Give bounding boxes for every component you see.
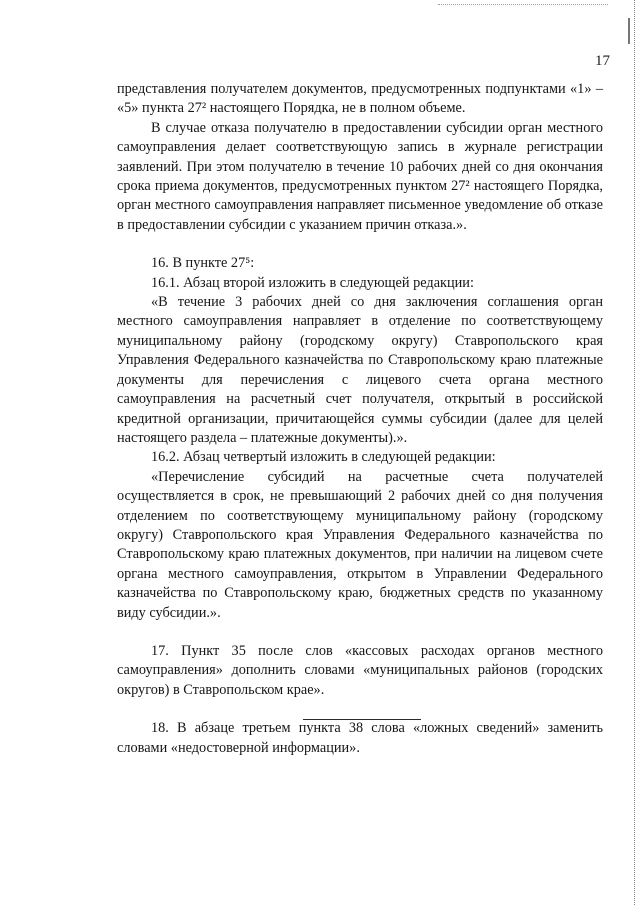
paragraph-item-16-1-text: «В течение 3 рабочих дней со дня заключения соглашения орган местного самоуправления направляет в отделение по соответствующему муниципальному району (городскому округу) Ставропольского края Управления Федерального казначейства по Ставропольскому краю платежные документы для перечисления с лицевого счета органа местного самоуправления на расчетный счет получателя, открытый в российской кредитной организации, причитающейся суммы субсидии (далее для целей настоящего раздела – платежные документы).».	[117, 294, 603, 446]
end-separator-line	[303, 719, 421, 720]
scan-edge-dash	[628, 18, 630, 44]
page-number: 17	[595, 53, 610, 69]
paragraph-item-16-1: 16.1. Абзац второй изложить в следующей редакции:	[151, 274, 474, 291]
paragraph-item-16-2-text: «Перечисление субсидий на расчетные счета получателей осуществляется в срок, не превышающий 2 рабочих дней со дня получения отделением по соответствующему муниципальному району (городскому округу) Ставропольского края Управления Федерального казначейства по Ставропольскому краю платежных документов, при наличии на лицевом счете органа местного самоуправления, открытом в Управлении Федерального казначейства по Ставропольскому краю, бюджетных средств по указанному виду субсидии.».	[117, 468, 603, 621]
scan-edge-mark-top	[438, 4, 608, 5]
paragraph-item-17: 17. Пункт 35 после слов «кассовых расходах органов местного самоуправления» дополнить словами «муниципальных районов (городских округов) в Ставропольском крае».	[117, 642, 603, 698]
paragraph-item-16-2: 16.2. Абзац четвертый изложить в следующей редакции:	[151, 449, 496, 466]
paragraph-item-18: 18. В абзаце третьем пункта 38 слова «ложных сведений» заменить словами «недостоверной информации».	[117, 720, 603, 756]
paragraph-refusal: В случае отказа получателю в предоставлении субсидии орган местного самоуправления делает соответствующую запись в журнале регистрации заявлений. При этом получателю в течение 10 рабочих дней со дня окончания срока приема документов, предусмотренных пунктом 27² настоящего Порядка, орган местного самоуправления направляет письменное уведомление об отказе в предоставлении субсидии с указанием причин отказа.».	[117, 119, 603, 233]
paragraph-item-16: 16. В пункте 27⁵:	[151, 255, 255, 272]
paragraph-continuation: представления получателем документов, предусмотренных подпунктами «1» – «5» пункта 27² настоящего Порядка, не в полном объеме.	[117, 81, 603, 117]
document-body	[117, 80, 603, 758]
scan-edge-mark-right	[634, 0, 635, 905]
